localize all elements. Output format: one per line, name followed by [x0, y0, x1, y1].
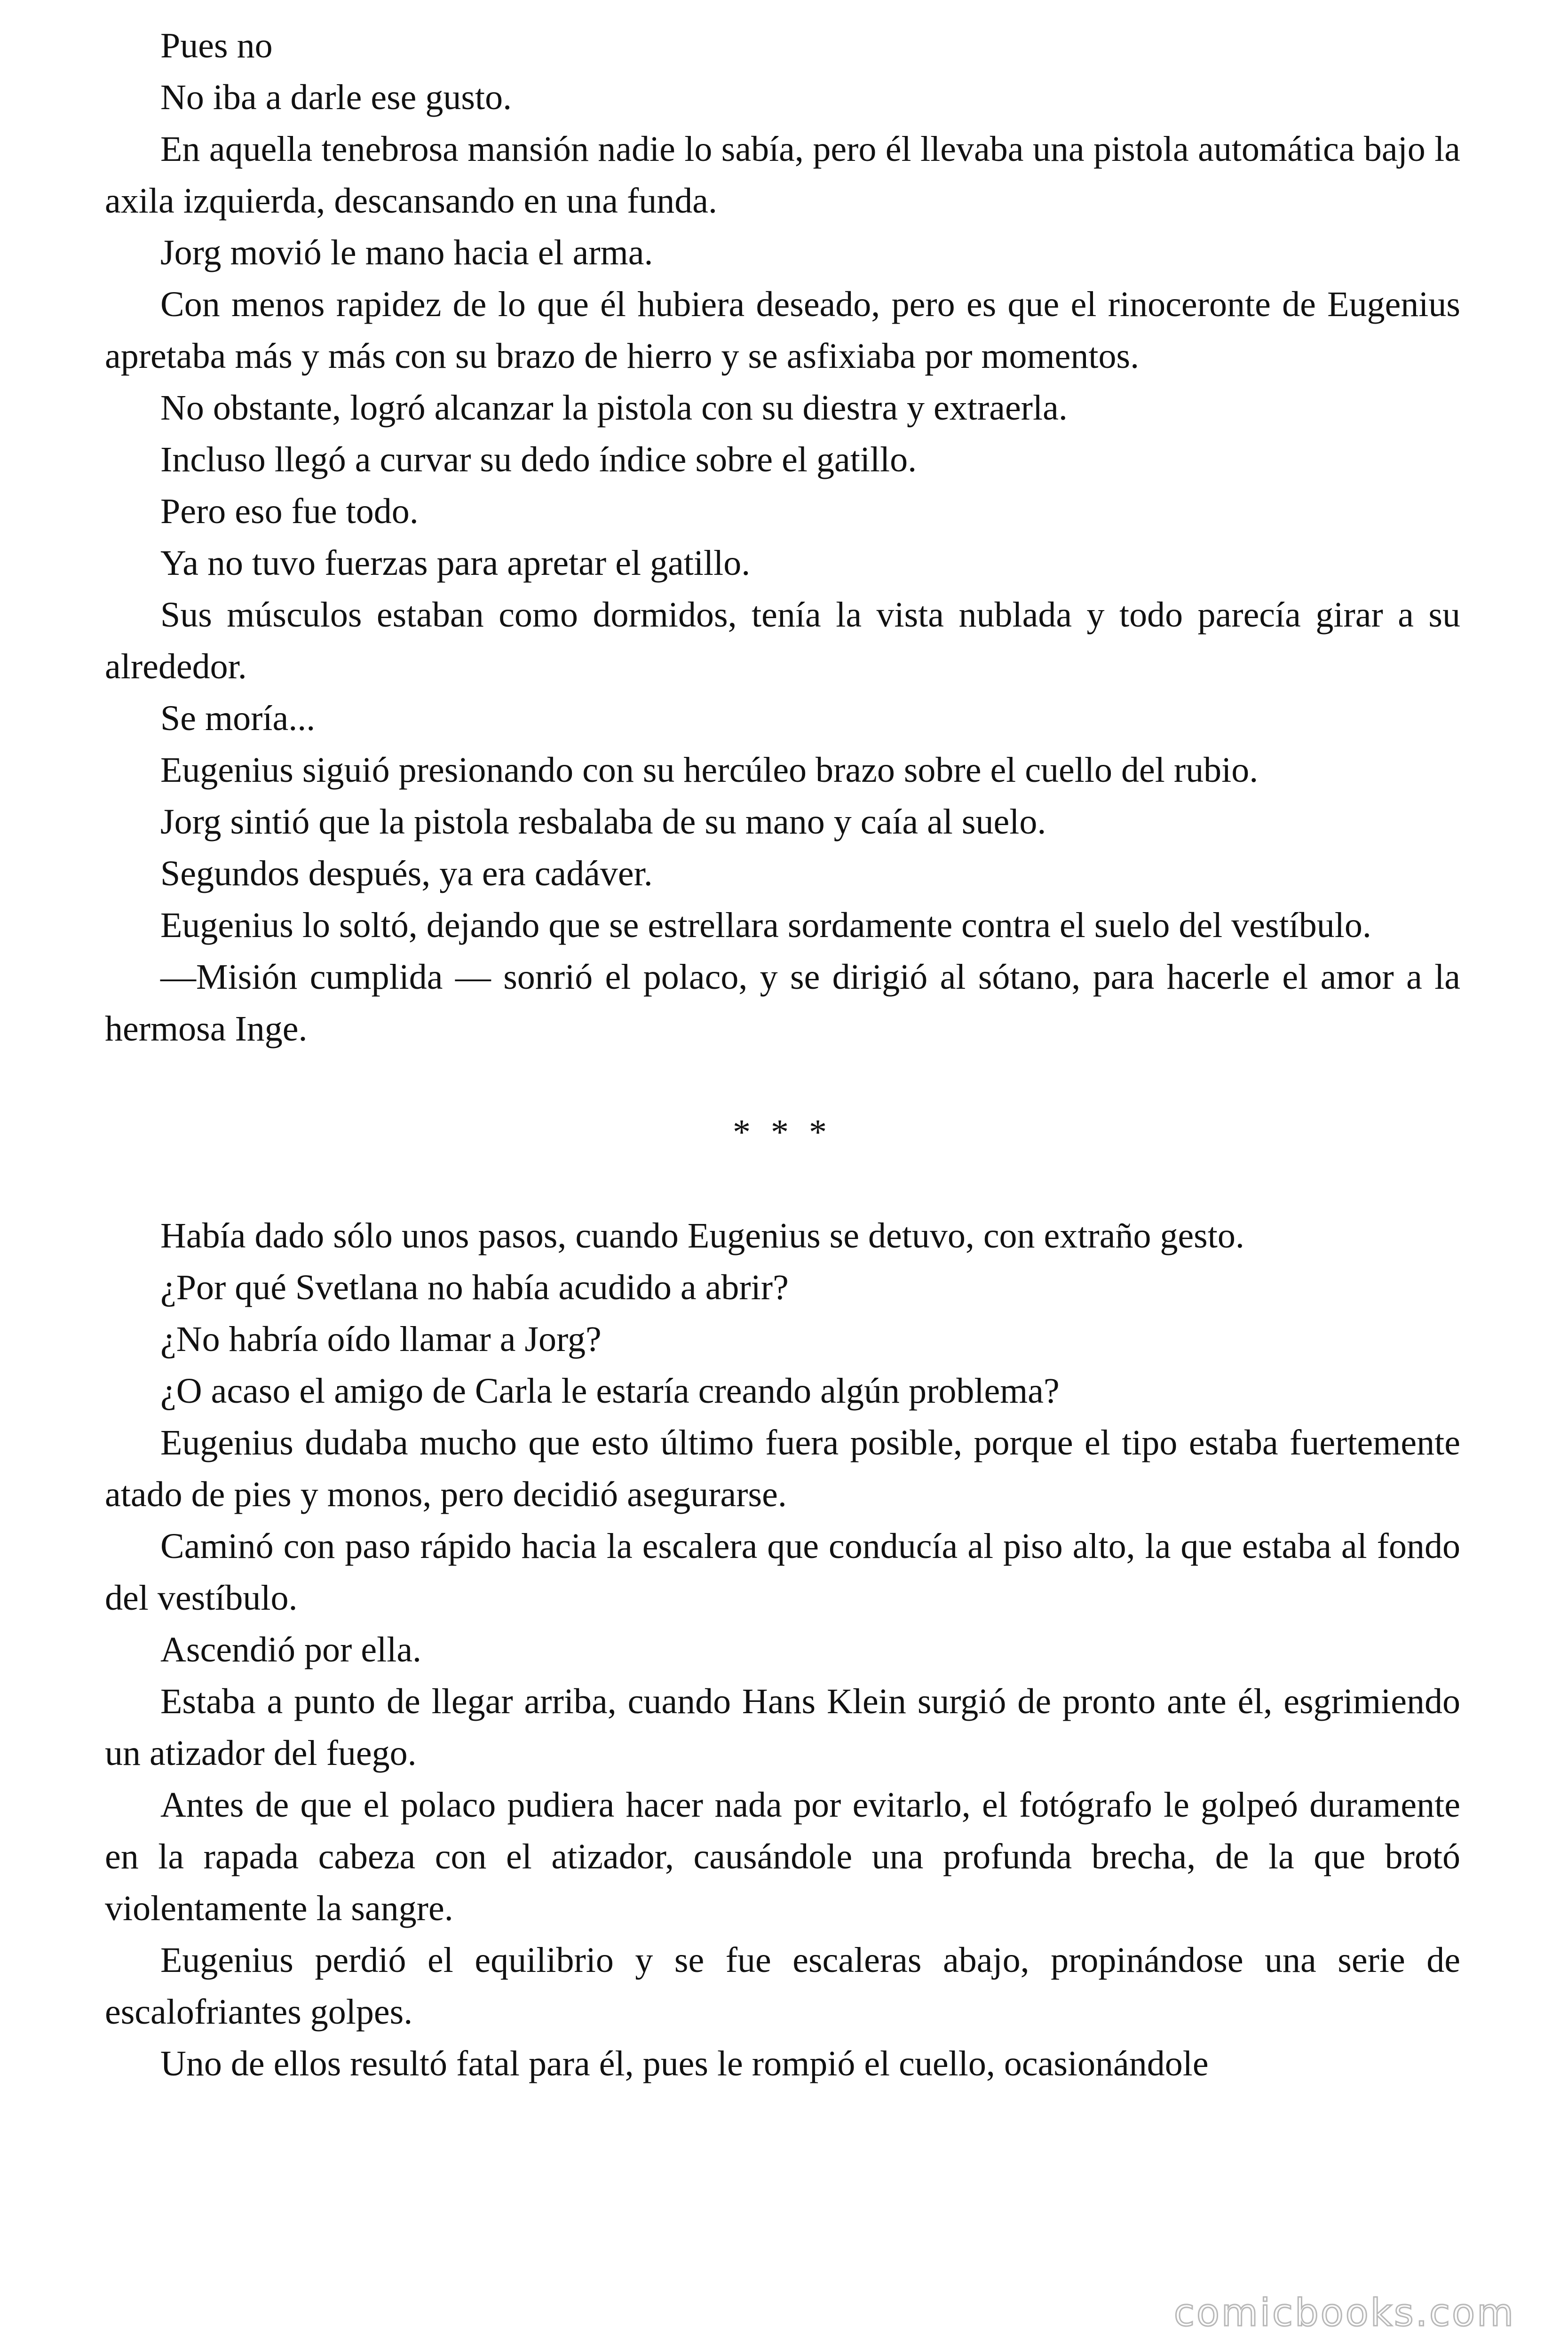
paragraph: Jorg sintió que la pistola resbalaba de su mano y caía al suelo. [160, 802, 1046, 842]
paragraph: Jorg movió le mano hacia el arma. [160, 233, 653, 272]
paragraph: Pero eso fue todo. [160, 492, 419, 531]
paragraph: Se moría... [160, 699, 316, 738]
paragraph: Eugenius siguió presionando con su hercúleo brazo sobre el cuello del rubio. [160, 750, 1259, 790]
paragraph: Uno de ellos resultó fatal para él, pues le rompió el cuello, ocasionándole [160, 2044, 1209, 2083]
paragraph: Pues no [160, 26, 273, 65]
paragraph: No obstante, logró alcanzar la pistola con su diestra y extraerla. [160, 388, 1068, 428]
section-break: * * * [733, 1112, 832, 1152]
paragraph: Estaba a punto de llegar arriba, cuando Hans Klein surgió de pronto ante él, esgrimiendo un atizador del fuego. [105, 1682, 1460, 1773]
paragraph: No iba a darle ese gusto. [160, 78, 512, 117]
paragraph: —Misión cumplida — sonrió el polaco, y se dirigió al sótano, para hacerle el amor a la hermosa Inge. [105, 957, 1460, 1049]
page-body [105, 20, 1460, 2090]
paragraph: ¿No habría oído llamar a Jorg? [160, 1319, 602, 1359]
paragraph: Sus músculos estaban como dormidos, tenía la vista nublada y todo parecía girar a su alrededor. [105, 595, 1460, 686]
paragraph: Ya no tuvo fuerzas para apretar el gatillo. [160, 543, 751, 583]
paragraph: Había dado sólo unos pasos, cuando Eugenius se detuvo, con extraño gesto. [160, 1216, 1244, 1255]
paragraph: ¿O acaso el amigo de Carla le estaría creando algún problema? [160, 1371, 1060, 1411]
paragraph: Eugenius perdió el equilibrio y se fue escaleras abajo, propinándose una serie de escalofriantes golpes. [105, 1940, 1460, 2032]
paragraph: Eugenius dudaba mucho que esto último fuera posible, porque el tipo estaba fuertemente atado de pies y monos, pero decidió asegurarse. [105, 1423, 1460, 1514]
paragraph: Eugenius lo soltó, dejando que se estrellara sordamente contra el suelo del vestíbulo. [160, 906, 1371, 945]
watermark: comicbooks.com [1173, 2291, 1515, 2335]
paragraph: Ascendió por ella. [160, 1630, 422, 1669]
paragraph: Segundos después, ya era cadáver. [160, 854, 653, 893]
paragraph: Antes de que el polaco pudiera hacer nada por evitarlo, el fotógrafo le golpeó duramente en la rapada cabeza con el atizador, causándole una profunda brecha, de la que brotó violentamente la sangre. [105, 1785, 1460, 1928]
paragraph: En aquella tenebrosa mansión nadie lo sabía, pero él llevaba una pistola automática bajo la axila izquierda, descansando en una funda. [105, 129, 1460, 221]
paragraph: Incluso llegó a curvar su dedo índice sobre el gatillo. [160, 440, 917, 479]
paragraph: Caminó con paso rápido hacia la escalera que conducía al piso alto, la que estaba al fondo del vestíbulo. [105, 1526, 1460, 1618]
paragraph: ¿Por qué Svetlana no había acudido a abrir? [160, 1268, 789, 1307]
paragraph: Con menos rapidez de lo que él hubiera deseado, pero es que el rinoceronte de Eugenius apretaba más y más con su brazo de hierro y se asfixiaba por momentos. [105, 285, 1460, 376]
